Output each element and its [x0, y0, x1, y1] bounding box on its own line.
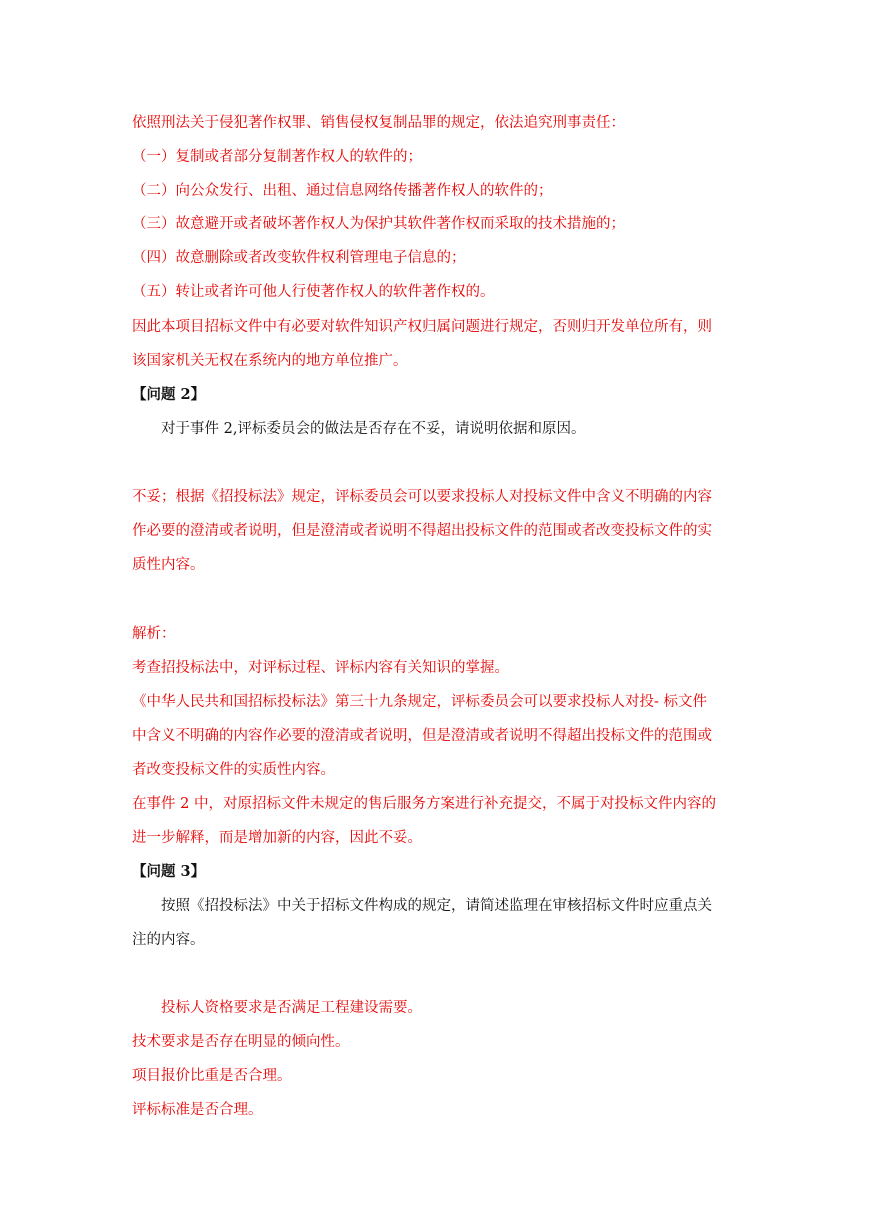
question3-answer: 评标标准是否合理。 — [132, 1102, 263, 1118]
analysis-line: 在事件 2 中，对原招标文件未规定的售后服务方案进行补充提交，不属于对投标文件内容的 — [132, 796, 716, 812]
question3-answer: 投标人资格要求是否满足工程建设需要。 — [161, 1000, 422, 1016]
question3-heading: 【问题 3】 — [132, 863, 206, 880]
question2-heading: 【问题 2】 — [132, 386, 206, 403]
question2-answer: 不妥；根据《招投标法》规定，评标委员会可以要求投标人对投标文件中含义不明确的内容 — [132, 489, 712, 505]
section1-item: （四）故意删除或者改变软件权利管理电子信息的； — [132, 250, 466, 266]
section1-item: （三）故意避开或者破坏著作权人为保护其软件著作权而采取的技术措施的； — [132, 216, 625, 232]
analysis-line: 考查招投标法中，对评标过程、评标内容有关知识的掌握。 — [132, 660, 509, 676]
section1-item: （一）复制或者部分复制著作权人的软件的； — [132, 149, 422, 165]
section1-item: （二）向公众发行、出租、通过信息网络传播著作权人的软件的； — [132, 183, 553, 199]
analysis-line: 《中华人民共和国招标投标法》第三十九条规定，评标委员会可以要求投标人对投- 标文件 — [132, 694, 708, 710]
question2-answer: 作必要的澄清或者说明，但是澄清或者说明不得超出投标文件的范围或者改变投标文件的实 — [132, 523, 712, 539]
question3-text: 注的内容。 — [132, 932, 205, 948]
section1-intro: 依照刑法关于侵犯著作权罪、销售侵权复制品罪的规定，依法追究刑事责任： — [132, 115, 625, 131]
section1-conclusion: 因此本项目招标文件中有必要对软件知识产权归属问题进行规定，否则归开发单位所有，则 — [132, 319, 712, 335]
question3-answer: 项目报价比重是否合理。 — [132, 1068, 292, 1084]
question2-text: 对于事件 2,评标委员会的做法是否存在不妥，请说明依据和原因。 — [161, 421, 586, 437]
analysis-line: 者改变投标文件的实质性内容。 — [132, 762, 335, 778]
section1-conclusion: 该国家机关无权在系统内的地方单位推广。 — [132, 353, 408, 369]
analysis-line: 中含义不明确的内容作必要的澄清或者说明，但是澄清或者说明不得超出投标文件的范围或 — [132, 728, 712, 744]
question2-answer: 质性内容。 — [132, 557, 205, 573]
question3-answer: 技术要求是否存在明显的倾向性。 — [132, 1034, 350, 1050]
analysis-line: 进一步解释，而是增加新的内容，因此不妥。 — [132, 830, 422, 846]
question3-text: 按照《招投标法》中关于招标文件构成的规定，请简述监理在审核招标文件时应重点关 — [161, 898, 712, 914]
analysis-label: 解析： — [132, 626, 176, 642]
section1-item: （五）转让或者许可他人行使著作权人的软件著作权的。 — [132, 284, 495, 300]
